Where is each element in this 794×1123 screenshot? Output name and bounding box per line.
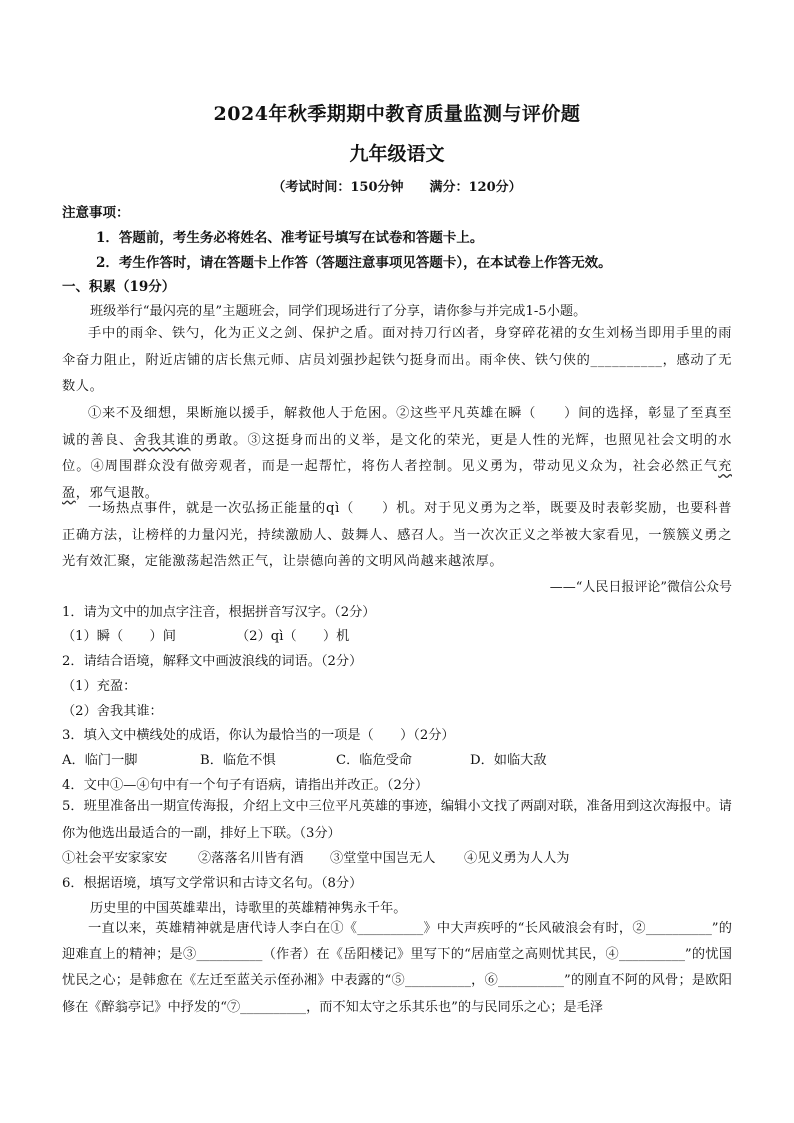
question-6: 6．根据语境，填写文学常识和古诗文名句。（8分） xyxy=(62,876,363,891)
passage-source: ——“人民日报评论”微信公众号 xyxy=(549,580,732,595)
wavy-word-chongying: 充盈 xyxy=(62,459,732,501)
question-6-intro: 历史里的中国英雄辈出，诗歌里的英雄精神隽永千年。 xyxy=(90,901,407,916)
notice-item-1: 1．答题前，考生务必将姓名、准考证号填写在试卷和答题卡上。 xyxy=(96,230,484,246)
passage-p2-part-c: ，邪气退散。 xyxy=(75,485,159,501)
question-3-option-b: B．临危不惧 xyxy=(200,753,276,768)
question-6-text: 一直以来，英雄精神就是唐代诗人李白在①《__________》中大声疾呼的“长风破浪会有时，②__________”的迎难直上的精神；是③__________（作者）在《岳阳楼记》里写下的“居庙堂之高则忧其民，④__________”的忧国忧民之心；是韩愈在《左迁至蓝关示侄孙湘》中表露的“⑤__________，⑥__________”的刚直不阿的风骨；是欧阳修在《醉翁亭记》中抒发的“⑦__________，而不知太守之乐其乐也”的与民同乐之心；是毛泽 xyxy=(62,921,732,1015)
question-1: 1．请为文中的加点字注音，根据拼音写汉字。（2分） xyxy=(62,605,376,620)
question-5-option-1: ①社会平安家家安 xyxy=(62,851,168,866)
passage-paragraph-1: 手中的雨伞、铁勺，化为正义之剑、保护之盾。面对持刀行凶者，身穿碎花裙的女生刘杨当即用手里的雨伞奋力阻止，附近店铺的店长焦元师、店员刘强抄起铁勺挺身而出。雨伞侠、铁勺侠的__________，感动了无数人。 xyxy=(62,326,732,394)
question-4: 4．文中①—④句中有一个句子有语病，请指出并改正。（2分） xyxy=(62,778,429,793)
exam-subject: 九年级语文 xyxy=(349,143,445,165)
passage-p2-part-b: 的勇敢。③这挺身而出的义举，是文化的荣光，更是人性的光辉，也照见社会文明的水位。④周围群众没有做旁观者，而是一起帮忙，将伤人者控制。见义勇为，带动见义众为，社会必然正气 xyxy=(62,432,732,474)
question-2: 2．请结合语境，解释文中画波浪线的词语。（2分） xyxy=(62,654,363,669)
question-1-sub-1: （1）瞬（ ）间 xyxy=(62,629,176,644)
passage-p2-part-a: ①来不及细想，果断施以援手，解救他人于危困。②这些平凡英雄在瞬（ ）间的选择，彰显了至真至诚的善良、 xyxy=(62,406,732,448)
question-3-option-a: A．临门一脚 xyxy=(62,753,138,768)
notice-item-2: 2．考生作答时，请在答题卡上作答（答题注意事项见答题卡），在本试卷上作答无效。 xyxy=(96,255,612,271)
question-5-option-3: ③堂堂中国岂无人 xyxy=(330,851,436,866)
exam-title: 2024年秋季期期中教育质量监测与评价题 xyxy=(213,103,581,125)
question-3: 3．填入文中横线处的成语，你认为最恰当的一项是（ ）（2分） xyxy=(62,728,455,743)
question-5: 5．班里准备出一期宣传海报，介绍上文中三位平凡英雄的事迹，编辑小文找了两副对联，准备用到这次海报中。请你为他选出最适合的一副，排好上下联。（3分） xyxy=(62,799,732,841)
question-1-sub-2: （2）qì（ ）机 xyxy=(236,629,350,644)
section-heading: 一、积累（19分） xyxy=(62,279,176,295)
question-3-option-c: C．临危受命 xyxy=(336,753,413,768)
passage-paragraph-2 xyxy=(62,401,732,507)
question-5-option-2: ②落落名川皆有酒 xyxy=(198,851,304,866)
question-5-option-4: ④见义勇为人人为 xyxy=(464,851,570,866)
notice-heading: 注意事项： xyxy=(62,205,130,221)
question-3-option-d: D．如临大敌 xyxy=(470,753,547,768)
question-2-sub-2: （2）舍我其谁： xyxy=(62,704,163,719)
passage-paragraph-3: 一场热点事件，就是一次弘扬正能量的qì（ ）机。对于见义勇为之举，既要及时表彰奖励，也要科普正确方法，让榜样的力量闪光，持续激励人、鼓舞人、感召人。当一次次正义之举被大家看见，一簇簇义勇之光有效汇聚，定能激荡起浩然正气，让崇德向善的文明风尚越来越浓厚。 xyxy=(62,501,732,569)
section-intro: 班级举行“最闪亮的星”主题班会，同学们现场进行了分享，请你参与并完成1-5小题。 xyxy=(90,304,587,319)
question-2-sub-1: （1）充盈： xyxy=(62,679,137,694)
exam-info: （考试时间：150分钟 满分：120分） xyxy=(272,180,522,195)
wavy-word-sheyuqishui: 舍我其谁 xyxy=(133,432,191,448)
